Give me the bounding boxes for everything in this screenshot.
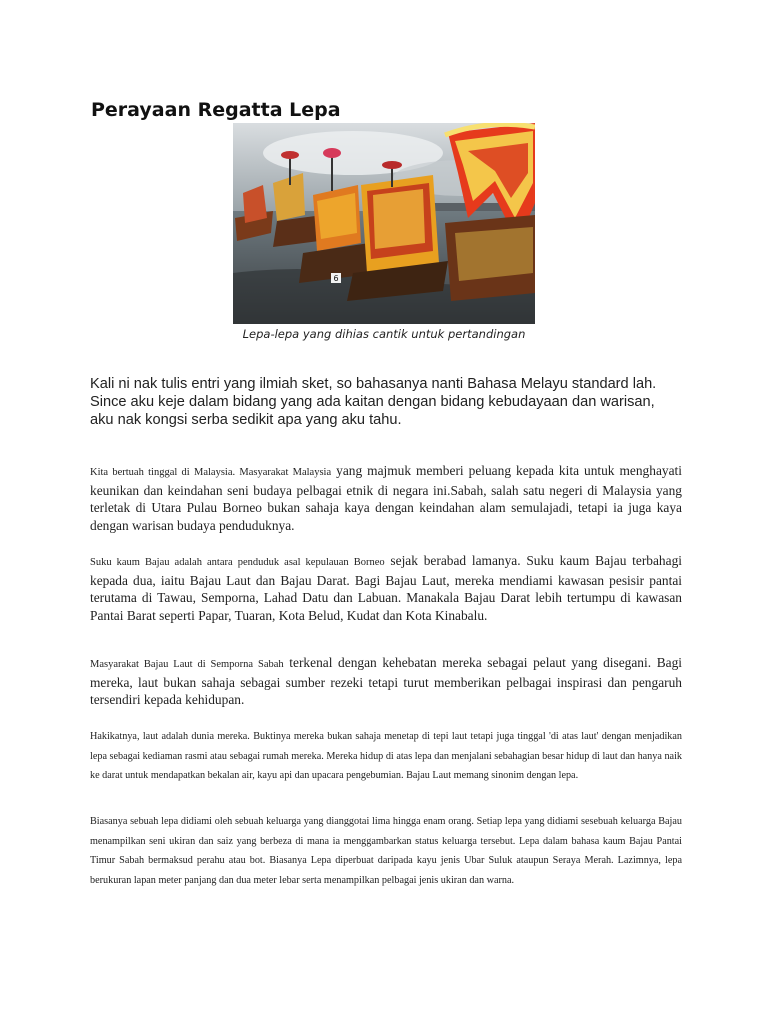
paragraph-sea-life: Hakikatnya, laut adalah dunia mereka. Buktinya mereka bukan sahaja menetap di tepi laut tetapi juga tinggal 'di atas laut' dengan menjadikan lepa sebagai kediaman rasmi atau sebagai rumah mereka. Mereka hidup di atas lepa dan menjalani sebahagian besar hidup di laut dan hanya naik ke darat untuk mendapatkan bekalan air, kayu api dan upacara pengebumian. Bajau Laut memang sinonim dengan lepa. — [90, 731, 682, 781]
paragraph-body: terkenal dengan kehebatan mereka sebagai pelaut yang disegani. Bagi mereka, laut bukan sahaja sebagai sumber rezeki tetapi turut memberikan pelbagai inspirasi dan pengaruh tersendiri kepada kehidupan. — [90, 655, 682, 707]
paragraph-bajau — [90, 552, 682, 624]
page-title: Perayaan Regatta Lepa — [91, 99, 341, 121]
paragraph-lepa-family: Biasanya sebuah lepa didiami oleh sebuah keluarga yang dianggotai lima hingga enam orang. Setiap lepa yang didiami sesebuah keluarga Bajau menampilkan seni ukiran dan saiz yang berbeza di mana ia menggambarkan status keluarga tersebut. Lepa dalam bahasa kaum Bajau Pantai Timur Sabah bermaksud perahu atau bot. Biasanya Lepa diperbuat daripada kayu jenis Ubar Suluk ataupun Seraya Merah. Lazimnya, lepa berukuran lapan meter panjang dan dua meter lebar serta menampilkan pelbagai jenis ukiran dan warna. — [90, 816, 682, 886]
regatta-photo — [233, 123, 535, 324]
paragraph-lead: Suku kaum Bajau adalah antara penduduk asal kepulauan Borneo — [90, 557, 385, 568]
paragraph-semporna — [90, 654, 682, 709]
boat-number-label: 6 — [333, 274, 339, 283]
paragraph-lead: Kita bertuah tinggal di Malaysia. Masyarakat Malaysia — [90, 467, 332, 478]
paragraph-malaysia — [90, 462, 682, 534]
figure-caption: Lepa-lepa yang dihias cantik untuk pertandingan — [242, 327, 526, 341]
paragraph-body: sejak berabad lamanya. Suku kaum Bajau terbahagi kepada dua, iaitu Bajau Laut dan Bajau Darat. Bagi Bajau Laut, mereka mendiami kawasan pesisir pantai terutama di Tawau, Semporna, Lahad Datu dan Labuan. Manakala Bajau Darat lebih tertumpu di kawasan Pantai Barat seperti Papar, Tuaran, Kota Belud, Kudat dan Kota Kinabalu. — [90, 553, 682, 623]
paragraph-body: yang majmuk memberi peluang kepada kita untuk menghayati keunikan dan keindahan seni budaya pelbagai etnik di negara ini.Sabah, salah satu negeri di Malaysia yang terletak di Utara Pulau Borneo bukan sahaja kaya dengan keindahan alam semulajadi, tetapi ia juga kaya dengan warisan budaya penduduknya. — [90, 463, 682, 533]
paragraph-lead: Masyarakat Bajau Laut di Semporna Sabah — [90, 659, 284, 670]
intro-paragraph: Kali ni nak tulis entri yang ilmiah sket, so bahasanya nanti Bahasa Melayu standard lah. Since aku keje dalam bidang yang ada kaitan dengan bidang kebudayaan dan warisan, aku nak kongsi serba sedikit apa yang aku tahu. — [90, 376, 657, 428]
